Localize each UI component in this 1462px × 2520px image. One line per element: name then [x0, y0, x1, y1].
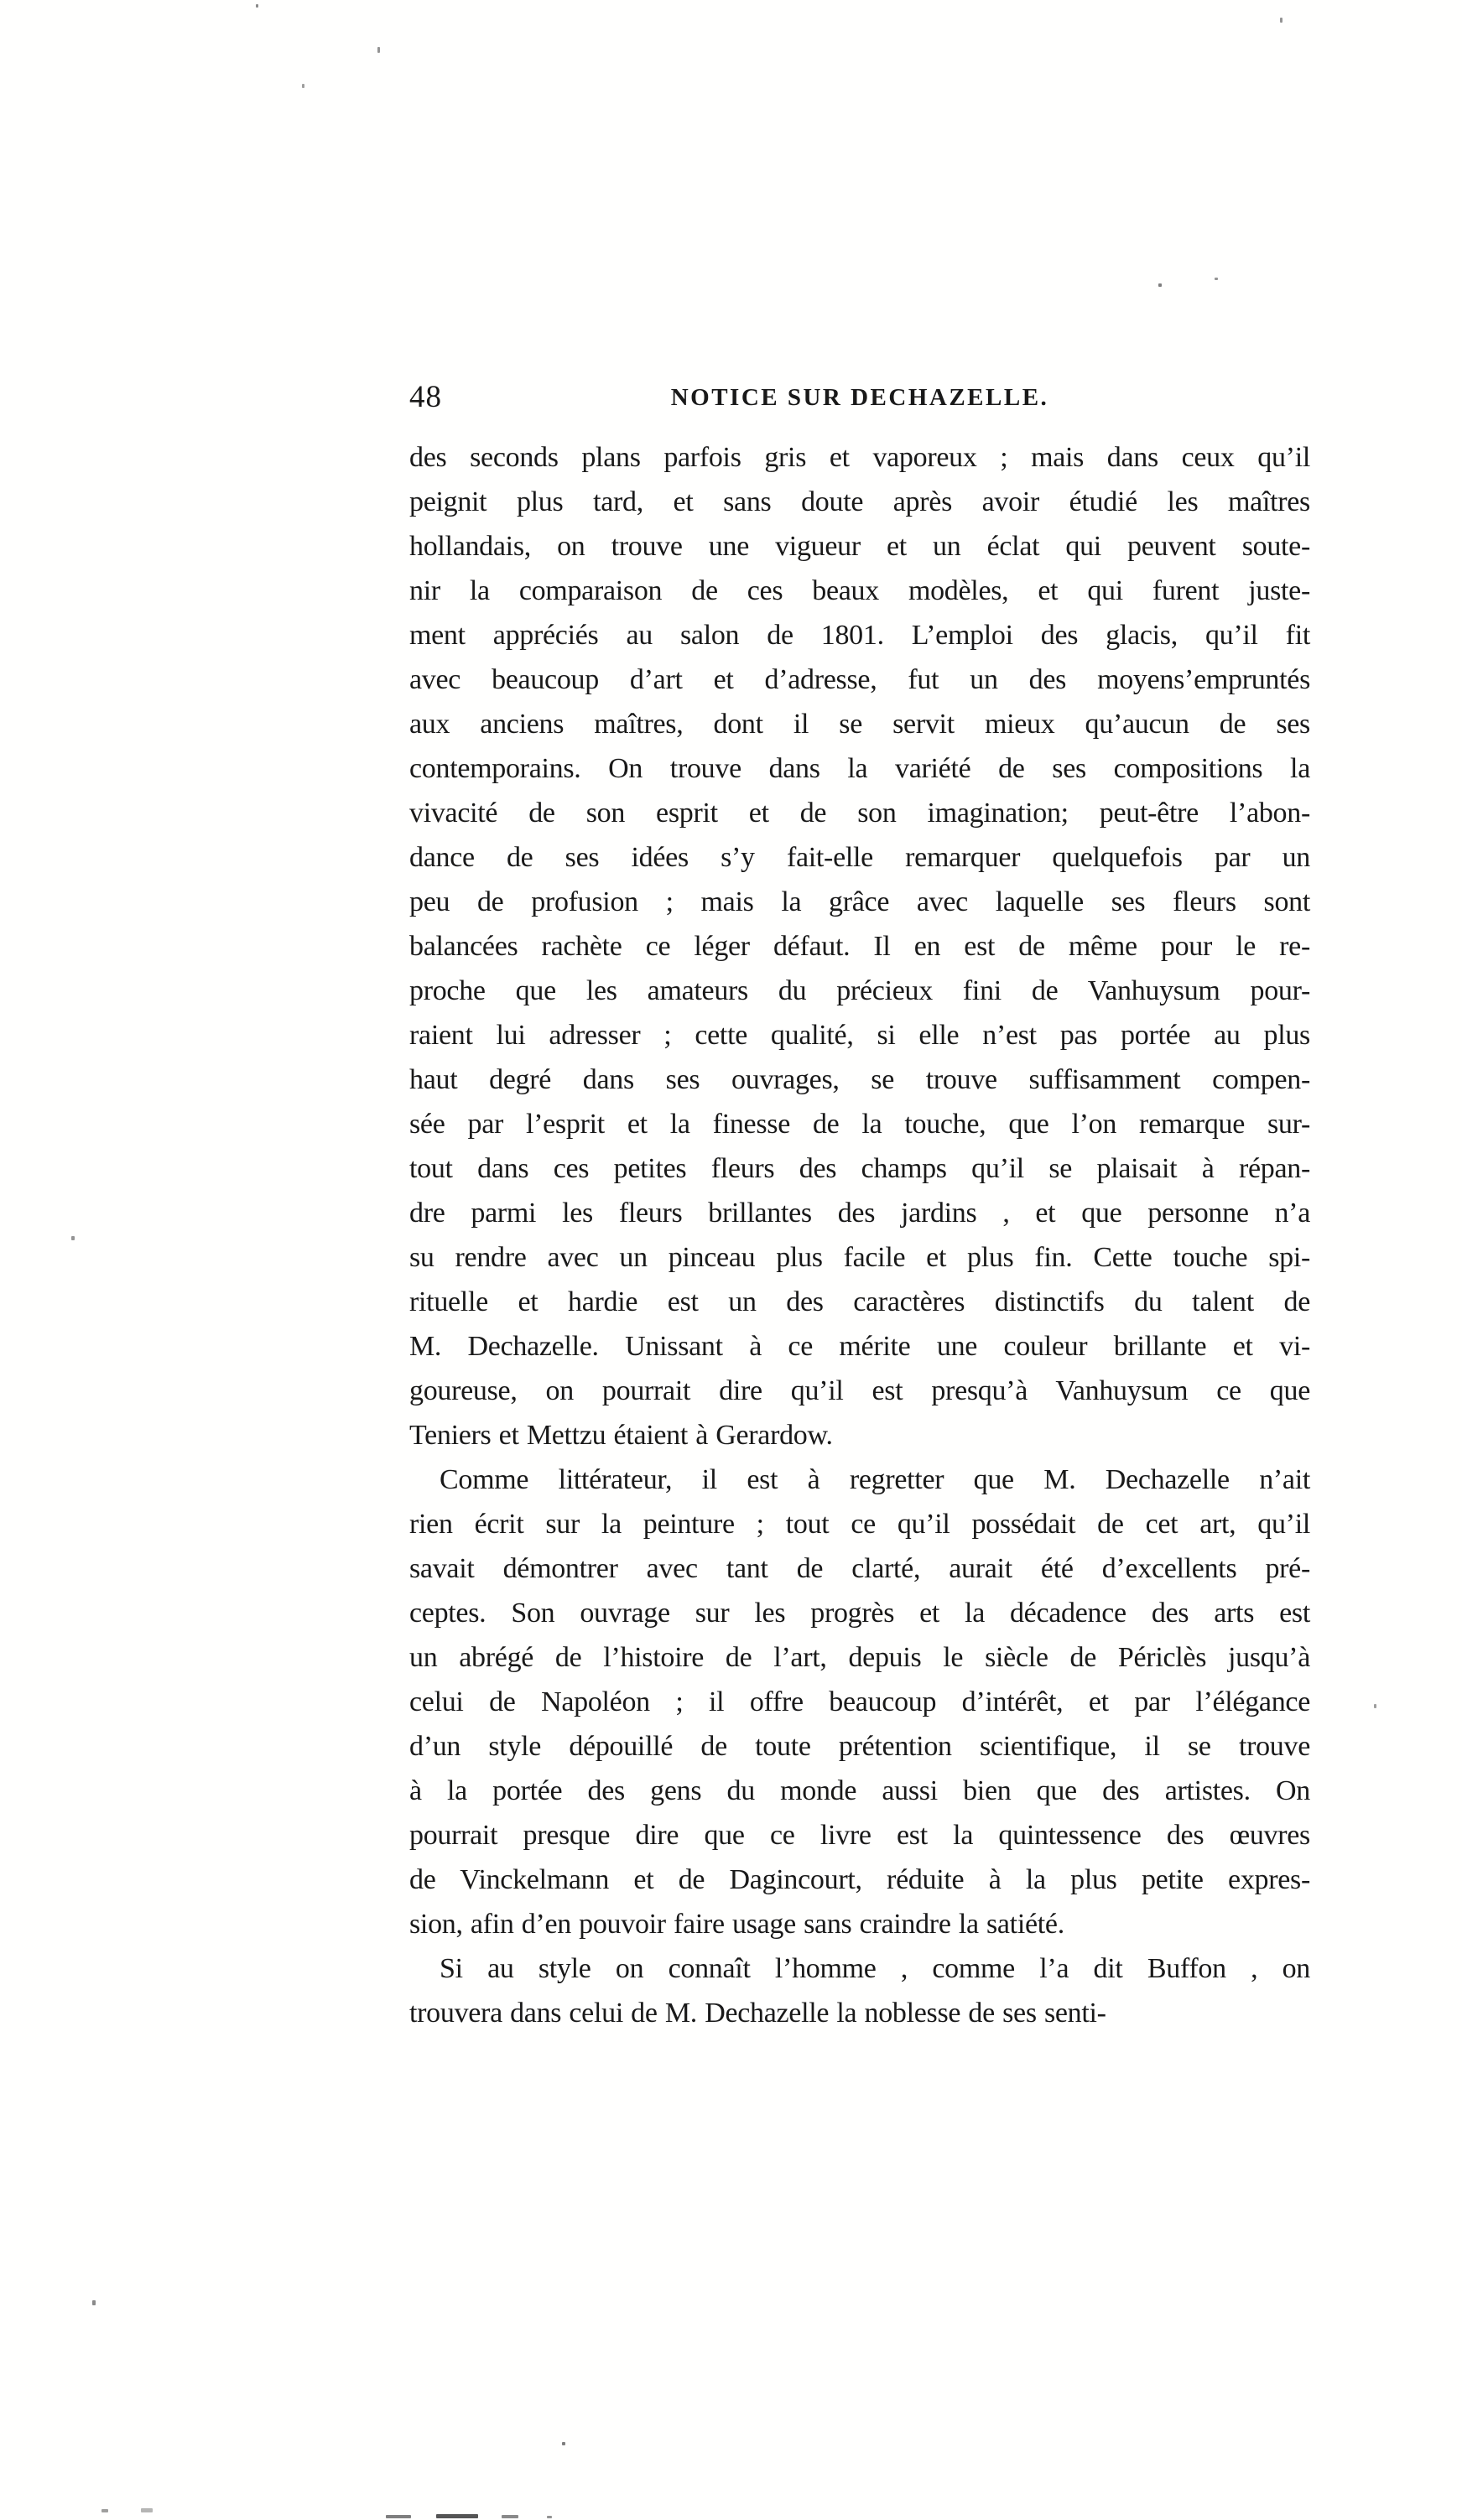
text-line: de Vinckelmann et de Dagincourt, réduite à la plus petite expres- — [409, 1864, 1310, 1895]
scan-speck — [377, 47, 380, 53]
text-line: balancées rachète ce léger défaut. Il en est de même pour le re- — [409, 931, 1310, 962]
text-line: trouvera dans celui de M. Dechazelle la noblesse de ses senti- — [409, 1998, 1106, 2029]
text-line: aux anciens maîtres, dont il se servit mieux qu’aucun de ses — [409, 709, 1310, 740]
text-block — [409, 435, 1310, 2035]
text-line: haut degré dans ses ouvrages, se trouve suffisamment compen- — [409, 1064, 1310, 1095]
text-line: Teniers et Mettzu étaient à Gerardow. — [409, 1420, 833, 1451]
text-line: ment appréciés au salon de 1801. L’emploi des glacis, qu’il fit — [409, 620, 1310, 651]
text-line: sée par l’esprit et la finesse de la touche, que l’on remarque sur- — [409, 1109, 1310, 1140]
text-line: sion, afin d’en pouvoir faire usage sans craindre la satiété. — [409, 1909, 1064, 1940]
scan-speck — [547, 2516, 552, 2518]
text-line: dre parmi les fleurs brillantes des jardins , et que personne n’a — [409, 1198, 1310, 1229]
text-line: un abrégé de l’histoire de l’art, depuis le siècle de Périclès jusqu’à — [409, 1642, 1310, 1673]
text-line: peignit plus tard, et sans doute après avoir étudié les maîtres — [409, 486, 1310, 517]
text-line: pourrait presque dire que ce livre est la quintessence des œuvres — [409, 1820, 1310, 1851]
page-number: 48 — [409, 380, 442, 414]
scan-speck — [141, 2508, 153, 2512]
scan-speck — [1158, 283, 1162, 287]
paragraph — [409, 1946, 1310, 2035]
text-line: savait démontrer avec tant de clarté, aurait été d’excellents pré- — [409, 1553, 1310, 1584]
scan-speck — [302, 84, 304, 88]
text-line: à la portée des gens du monde aussi bien que des artistes. On — [409, 1775, 1310, 1806]
text-line: contemporains. On trouve dans la variété de ses compositions la — [409, 753, 1310, 784]
scan-speck — [436, 2514, 478, 2518]
scan-speck — [386, 2515, 411, 2518]
text-line: raient lui adresser ; cette qualité, si elle n’est pas portée au plus — [409, 1020, 1310, 1051]
text-line: ceptes. Son ouvrage sur les progrès et la décadence des arts est — [409, 1598, 1310, 1629]
text-line: rien écrit sur la peinture ; tout ce qu’il possédait de cet art, qu’il — [409, 1509, 1310, 1540]
text-line: rituelle et hardie est un des caractères distinctifs du talent de — [409, 1286, 1310, 1317]
text-line: Comme littérateur, il est à regretter que M. Dechazelle n’ait — [440, 1464, 1310, 1495]
text-line: goureuse, on pourrait dire qu’il est presqu’à Vanhuysum ce que — [409, 1375, 1310, 1406]
text-line: des seconds plans parfois gris et vaporeux ; mais dans ceux qu’il — [409, 442, 1310, 473]
scan-speck — [1374, 1704, 1376, 1708]
text-line: Si au style on connaît l’homme , comme l’a dit Buffon , on — [440, 1953, 1310, 1984]
text-line: proche que les amateurs du précieux fini de Vanhuysum pour- — [409, 975, 1310, 1006]
text-line: tout dans ces petites fleurs des champs qu’il se plaisait à répan- — [409, 1153, 1310, 1184]
paragraph — [409, 1457, 1310, 1946]
text-line: su rendre avec un pinceau plus facile et plus fin. Cette touche spi- — [409, 1242, 1310, 1273]
scan-speck — [101, 2509, 108, 2512]
running-head — [409, 379, 1310, 421]
text-line: avec beaucoup d’art et d’adresse, fut un des moyens’empruntés — [409, 664, 1310, 695]
text-line: dance de ses idées s’y fait-elle remarquer quelquefois par un — [409, 842, 1310, 873]
scan-speck — [92, 2300, 96, 2305]
scan-speck — [562, 2442, 565, 2445]
scan-speck — [1215, 278, 1218, 280]
text-line: vivacité de son esprit et de son imagination; peut-être l’abon- — [409, 798, 1310, 829]
text-line: hollandais, on trouve une vigueur et un éclat qui peuvent soute- — [409, 531, 1310, 562]
scan-speck — [256, 4, 258, 8]
running-title: NOTICE SUR DECHAZELLE. — [670, 384, 1049, 411]
text-line: nir la comparaison de ces beaux modèles, et qui furent juste- — [409, 575, 1310, 606]
scan-speck — [71, 1236, 75, 1240]
text-line: d’un style dépouillé de toute prétention scientifique, il se trouve — [409, 1731, 1310, 1762]
paragraph — [409, 435, 1310, 1457]
scan-speck — [502, 2515, 518, 2518]
scan-speck — [1280, 18, 1283, 23]
text-line: M. Dechazelle. Unissant à ce mérite une couleur brillante et vi- — [409, 1331, 1310, 1362]
text-line: celui de Napoléon ; il offre beaucoup d’intérêt, et par l’élégance — [409, 1686, 1310, 1717]
text-line: peu de profusion ; mais la grâce avec laquelle ses fleurs sont — [409, 886, 1310, 917]
